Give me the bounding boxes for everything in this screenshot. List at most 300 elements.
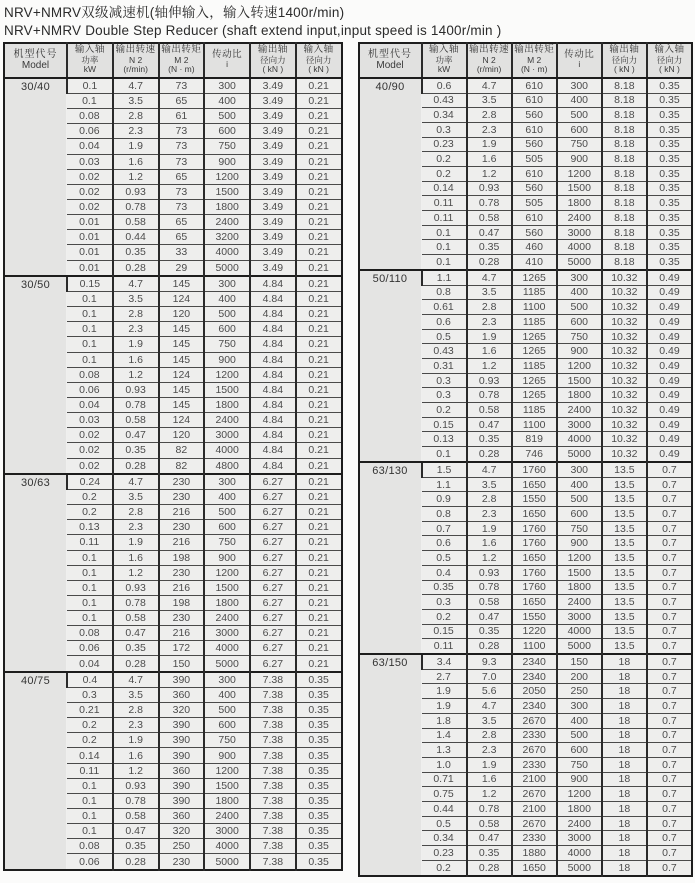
value-cell: 6.27 (250, 505, 296, 520)
value-cell: 1200 (204, 169, 250, 184)
value-cell: 0.15 (422, 417, 467, 432)
value-cell: 73 (159, 184, 205, 199)
value-cell: 0.14 (67, 748, 113, 763)
value-cell: 0.93 (113, 580, 159, 595)
value-cell: 400 (204, 93, 250, 108)
value-cell: 0.7 (647, 669, 692, 684)
value-cell: 7.38 (250, 733, 296, 748)
value-cell: 0.6 (422, 78, 467, 93)
value-cell: 5000 (557, 255, 602, 270)
value-cell: 1200 (204, 565, 250, 580)
value-cell: 1500 (557, 181, 602, 196)
value-cell: 13.5 (602, 609, 647, 624)
model-cell-40-90: 40/90 (359, 78, 422, 270)
value-cell: 0.06 (67, 641, 113, 656)
column-header-line: (r/min) (476, 64, 502, 75)
value-cell: 0.21 (296, 124, 342, 139)
value-cell: 1.2 (113, 763, 159, 778)
value-cell: 0.6 (422, 314, 467, 329)
value-cell: 0.58 (467, 403, 512, 418)
value-cell: 0.1 (422, 240, 467, 255)
value-cell: 1760 (512, 462, 557, 477)
value-cell: 1.5 (422, 462, 467, 477)
value-cell: 2340 (512, 669, 557, 684)
value-cell: 230 (159, 489, 205, 504)
value-cell: 0.47 (467, 225, 512, 240)
value-cell: 18 (602, 757, 647, 772)
value-cell: 18 (602, 772, 647, 787)
value-cell: 65 (159, 93, 205, 108)
value-cell: 0.28 (113, 854, 159, 870)
value-cell: 3.49 (250, 260, 296, 276)
value-cell: 4000 (557, 624, 602, 639)
value-cell: 13.5 (602, 595, 647, 610)
value-cell: 4800 (204, 458, 250, 474)
value-cell: 0.2 (67, 489, 113, 504)
value-cell: 0.1 (67, 322, 113, 337)
value-cell: 73 (159, 78, 205, 94)
value-cell: 8.18 (602, 137, 647, 152)
value-cell: 2.3 (113, 520, 159, 535)
value-cell: 0.7 (647, 477, 692, 492)
value-cell: 900 (204, 748, 250, 763)
value-cell: 300 (204, 672, 250, 688)
value-cell: 13.5 (602, 580, 647, 595)
value-cell: 0.35 (296, 733, 342, 748)
value-cell: 0.35 (647, 137, 692, 152)
value-cell: 0.35 (296, 763, 342, 778)
value-cell: 73 (159, 199, 205, 214)
value-cell: 3.49 (250, 139, 296, 154)
value-cell: 0.1 (67, 352, 113, 367)
value-cell: 0.35 (296, 793, 342, 808)
value-cell: 0.75 (422, 787, 467, 802)
value-cell: 1.9 (467, 521, 512, 536)
value-cell: 0.01 (67, 215, 113, 230)
column-header-line: ( kN ) (613, 64, 635, 75)
value-cell: 500 (557, 300, 602, 315)
value-cell: 7.38 (250, 748, 296, 763)
value-cell: 1800 (204, 793, 250, 808)
value-cell: 3.4 (422, 654, 467, 669)
value-cell: 0.1 (422, 255, 467, 270)
value-cell: 2330 (512, 831, 557, 846)
value-cell: 0.2 (422, 152, 467, 167)
value-cell: 0.28 (467, 860, 512, 876)
value-cell: 13.5 (602, 507, 647, 522)
value-cell: 8.18 (602, 181, 647, 196)
value-cell: 0.78 (113, 397, 159, 412)
value-cell: 746 (512, 447, 557, 462)
value-cell: 0.03 (67, 413, 113, 428)
value-cell: 0.03 (67, 154, 113, 169)
value-cell: 145 (159, 276, 205, 292)
value-cell: 0.35 (647, 78, 692, 93)
value-cell: 0.8 (422, 507, 467, 522)
column-header-line: 输入轴 (74, 44, 105, 56)
value-cell: 13.5 (602, 624, 647, 639)
value-cell: 4.84 (250, 367, 296, 382)
value-cell: 560 (512, 137, 557, 152)
value-cell: 120 (159, 307, 205, 322)
value-cell: 33 (159, 245, 205, 260)
value-cell: 5000 (557, 447, 602, 462)
value-cell: 0.47 (467, 609, 512, 624)
value-cell: 145 (159, 337, 205, 352)
value-cell: 0.7 (647, 595, 692, 610)
value-cell: 7.38 (250, 778, 296, 793)
value-cell: 560 (512, 181, 557, 196)
value-cell: 0.47 (467, 417, 512, 432)
value-cell: 610 (512, 78, 557, 93)
value-cell: 1550 (512, 492, 557, 507)
value-cell: 0.21 (296, 458, 342, 474)
value-cell: 0.28 (113, 260, 159, 276)
value-cell: 13.5 (602, 492, 647, 507)
spec-row (4, 276, 342, 292)
value-cell: 0.35 (467, 624, 512, 639)
value-cell: 2330 (512, 728, 557, 743)
value-cell: 10.32 (602, 285, 647, 300)
value-cell: 0.7 (647, 860, 692, 876)
value-cell: 0.58 (467, 211, 512, 226)
value-cell: 124 (159, 367, 205, 382)
reducer-spec-table-left (3, 42, 343, 871)
value-cell: 0.11 (422, 639, 467, 654)
column-header-line: M 2 (174, 54, 189, 65)
value-cell: 5000 (204, 854, 250, 870)
value-cell: 1500 (204, 382, 250, 397)
value-cell: 0.21 (296, 260, 342, 276)
value-cell: 3.49 (250, 78, 296, 94)
value-cell: 2340 (512, 654, 557, 669)
value-cell: 320 (159, 824, 205, 839)
value-cell: 0.35 (296, 854, 342, 870)
value-cell: 1200 (557, 359, 602, 374)
column-header-out-radial (602, 43, 647, 78)
value-cell: 1.8 (422, 713, 467, 728)
value-cell: 1100 (512, 417, 557, 432)
value-cell: 1650 (512, 551, 557, 566)
column-header-model (4, 43, 67, 78)
value-cell: 7.38 (250, 824, 296, 839)
value-cell: 3000 (557, 609, 602, 624)
value-cell: 18 (602, 728, 647, 743)
value-cell: 3.49 (250, 109, 296, 124)
value-cell: 1.9 (113, 733, 159, 748)
value-cell: 0.28 (467, 447, 512, 462)
value-cell: 1760 (512, 536, 557, 551)
value-cell: 0.78 (467, 388, 512, 403)
value-cell: 750 (557, 521, 602, 536)
value-cell: 1500 (204, 778, 250, 793)
value-cell: 0.21 (296, 109, 342, 124)
value-cell: 18 (602, 831, 647, 846)
value-cell: 145 (159, 397, 205, 412)
value-cell: 0.1 (67, 793, 113, 808)
value-cell: 0.21 (296, 352, 342, 367)
value-cell: 230 (159, 611, 205, 626)
value-cell: 1.6 (467, 772, 512, 787)
value-cell: 600 (557, 507, 602, 522)
value-cell: 0.35 (467, 240, 512, 255)
value-cell: 2.8 (467, 300, 512, 315)
value-cell: 10.32 (602, 417, 647, 432)
value-cell: 0.1 (67, 550, 113, 565)
value-cell: 18 (602, 787, 647, 802)
value-cell: 1220 (512, 624, 557, 639)
value-cell: 400 (557, 713, 602, 728)
value-cell: 4000 (557, 432, 602, 447)
value-cell: 1.4 (422, 728, 467, 743)
value-cell: 0.78 (113, 595, 159, 610)
value-cell: 900 (204, 352, 250, 367)
value-cell: 6.27 (250, 580, 296, 595)
value-cell: 0.35 (647, 152, 692, 167)
value-cell: 900 (557, 152, 602, 167)
value-cell: 1265 (512, 388, 557, 403)
value-cell: 3200 (204, 230, 250, 245)
value-cell: 5000 (557, 639, 602, 654)
value-cell: 0.3 (67, 687, 113, 702)
column-header-line: (N · m) (168, 64, 195, 75)
value-cell: 124 (159, 413, 205, 428)
value-cell: 82 (159, 443, 205, 458)
value-cell: 0.44 (113, 230, 159, 245)
value-cell: 1800 (557, 388, 602, 403)
value-cell: 819 (512, 432, 557, 447)
column-header-line: kW (437, 64, 451, 75)
value-cell: 0.49 (647, 432, 692, 447)
value-cell: 0.21 (296, 428, 342, 443)
value-cell: 2670 (512, 713, 557, 728)
value-cell: 0.49 (647, 300, 692, 315)
value-cell: 0.7 (647, 743, 692, 758)
value-cell: 1.6 (113, 748, 159, 763)
value-cell: 1880 (512, 846, 557, 861)
value-cell: 8.18 (602, 240, 647, 255)
column-header-line: N 2 (482, 54, 496, 65)
value-cell: 360 (159, 687, 205, 702)
value-cell: 6.27 (250, 520, 296, 535)
value-cell: 2100 (512, 772, 557, 787)
value-cell: 145 (159, 352, 205, 367)
value-cell: 10.32 (602, 447, 647, 462)
value-cell: 0.31 (422, 359, 467, 374)
value-cell: 1265 (512, 344, 557, 359)
value-cell: 0.1 (422, 447, 467, 462)
value-cell: 0.08 (67, 839, 113, 854)
value-cell: 1.9 (113, 535, 159, 550)
value-cell: 4000 (204, 641, 250, 656)
value-cell: 3000 (557, 831, 602, 846)
value-cell: 2.3 (467, 507, 512, 522)
value-cell: 600 (557, 743, 602, 758)
value-cell: 0.35 (467, 846, 512, 861)
value-cell: 216 (159, 505, 205, 520)
column-header-line: 功率 (81, 54, 99, 65)
value-cell: 2340 (512, 699, 557, 714)
value-cell: 0.02 (67, 169, 113, 184)
value-cell: 0.58 (113, 611, 159, 626)
value-cell: 0.7 (647, 699, 692, 714)
value-cell: 750 (204, 337, 250, 352)
value-cell: 120 (159, 428, 205, 443)
value-cell: 500 (204, 307, 250, 322)
value-cell: 0.7 (647, 654, 692, 669)
value-cell: 2100 (512, 801, 557, 816)
value-cell: 390 (159, 748, 205, 763)
value-cell: 0.04 (67, 397, 113, 412)
page-title-en: NRV+NMRV Double Step Reducer (shaft extend input,input speed is 1400r/min ) (4, 22, 502, 38)
value-cell: 1200 (557, 551, 602, 566)
column-header-power (67, 43, 113, 78)
value-cell: 8.18 (602, 122, 647, 137)
value-cell: 0.21 (296, 230, 342, 245)
value-cell: 0.35 (296, 778, 342, 793)
value-cell: 0.21 (296, 474, 342, 490)
spec-row (359, 78, 693, 93)
value-cell: 505 (512, 152, 557, 167)
value-cell: 0.6 (422, 536, 467, 551)
value-cell: 0.35 (113, 245, 159, 260)
value-cell: 1185 (512, 285, 557, 300)
value-cell: 0.49 (647, 417, 692, 432)
column-header-line: i (226, 59, 229, 70)
value-cell: 7.38 (250, 763, 296, 778)
value-cell: 230 (159, 520, 205, 535)
value-cell: 0.9 (422, 492, 467, 507)
value-cell: 7.38 (250, 793, 296, 808)
column-header-line: 机型代号 (368, 48, 412, 60)
value-cell: 3.49 (250, 230, 296, 245)
value-cell: 18 (602, 743, 647, 758)
value-cell: 400 (204, 291, 250, 306)
model-cell-30-50: 30/50 (4, 276, 67, 474)
value-cell: 0.08 (67, 367, 113, 382)
value-cell: 460 (512, 240, 557, 255)
value-cell: 0.21 (296, 154, 342, 169)
model-cell-63-150: 63/150 (359, 654, 422, 876)
value-cell: 10.32 (602, 388, 647, 403)
value-cell: 560 (512, 108, 557, 123)
value-cell: 216 (159, 580, 205, 595)
value-cell: 320 (159, 703, 205, 718)
value-cell: 0.93 (467, 373, 512, 388)
column-header-line: 传动比 (212, 48, 243, 60)
column-header-line: ( kN ) (308, 64, 330, 75)
value-cell: 5000 (557, 860, 602, 876)
value-cell: 1200 (204, 367, 250, 382)
value-cell: 1.2 (113, 367, 159, 382)
value-cell: 0.49 (647, 403, 692, 418)
column-header-line: ( kN ) (659, 64, 680, 75)
value-cell: 0.35 (296, 809, 342, 824)
value-cell: 500 (204, 505, 250, 520)
value-cell: 1.2 (113, 169, 159, 184)
value-cell: 4.7 (467, 699, 512, 714)
value-cell: 0.35 (113, 443, 159, 458)
reducer-spec-table-right (358, 42, 694, 877)
value-cell: 1.6 (467, 344, 512, 359)
value-cell: 0.3 (422, 388, 467, 403)
value-cell: 0.2 (422, 403, 467, 418)
value-cell: 500 (204, 109, 250, 124)
value-cell: 2400 (204, 611, 250, 626)
value-cell: 0.61 (422, 300, 467, 315)
tables-container (3, 42, 693, 877)
value-cell: 0.35 (296, 718, 342, 733)
value-cell: 750 (204, 139, 250, 154)
spec-row (4, 78, 342, 94)
column-header-power (422, 43, 467, 78)
value-cell: 1800 (557, 580, 602, 595)
value-cell: 0.35 (647, 211, 692, 226)
value-cell: 4.84 (250, 337, 296, 352)
value-cell: 1.1 (422, 270, 467, 285)
value-cell: 0.35 (113, 641, 159, 656)
value-cell: 0.7 (647, 801, 692, 816)
value-cell: 1265 (512, 270, 557, 285)
value-cell: 610 (512, 122, 557, 137)
value-cell: 1100 (512, 639, 557, 654)
value-cell: 0.13 (67, 520, 113, 535)
value-cell: 0.21 (296, 291, 342, 306)
value-cell: 500 (557, 492, 602, 507)
value-cell: 2.3 (467, 122, 512, 137)
value-cell: 2400 (557, 816, 602, 831)
value-cell: 73 (159, 139, 205, 154)
value-cell: 3.49 (250, 124, 296, 139)
value-cell: 7.38 (250, 703, 296, 718)
value-cell: 4.7 (113, 78, 159, 94)
value-cell: 10.32 (602, 403, 647, 418)
value-cell: 0.7 (422, 521, 467, 536)
value-cell: 390 (159, 718, 205, 733)
value-cell: 0.28 (467, 255, 512, 270)
value-cell: 0.7 (647, 536, 692, 551)
value-cell: 0.4 (67, 672, 113, 688)
page-title-zh: NRV+NMRV双级减速机(轴伸输入，输入转速1400r/min) (4, 5, 345, 20)
value-cell: 65 (159, 215, 205, 230)
value-cell: 4.7 (113, 276, 159, 292)
value-cell: 0.02 (67, 184, 113, 199)
value-cell: 1500 (204, 184, 250, 199)
column-header-torque (512, 43, 557, 78)
value-cell: 1800 (557, 196, 602, 211)
value-cell: 0.1 (67, 307, 113, 322)
value-cell: 0.15 (422, 624, 467, 639)
value-cell: 505 (512, 196, 557, 211)
value-cell: 3.49 (250, 154, 296, 169)
value-cell: 1185 (512, 403, 557, 418)
value-cell: 0.49 (647, 314, 692, 329)
value-cell: 2400 (204, 215, 250, 230)
column-header-line: 输出转矩 (514, 44, 555, 56)
value-cell: 4.84 (250, 458, 296, 474)
value-cell: 2400 (557, 211, 602, 226)
value-cell: 2.8 (113, 307, 159, 322)
value-cell: 0.7 (647, 684, 692, 699)
value-cell: 2670 (512, 743, 557, 758)
value-cell: 18 (602, 684, 647, 699)
value-cell: 0.1 (67, 580, 113, 595)
value-cell: 0.35 (422, 580, 467, 595)
value-cell: 600 (204, 124, 250, 139)
value-cell: 13.5 (602, 462, 647, 477)
value-cell: 0.35 (296, 687, 342, 702)
value-cell: 0.35 (296, 839, 342, 854)
